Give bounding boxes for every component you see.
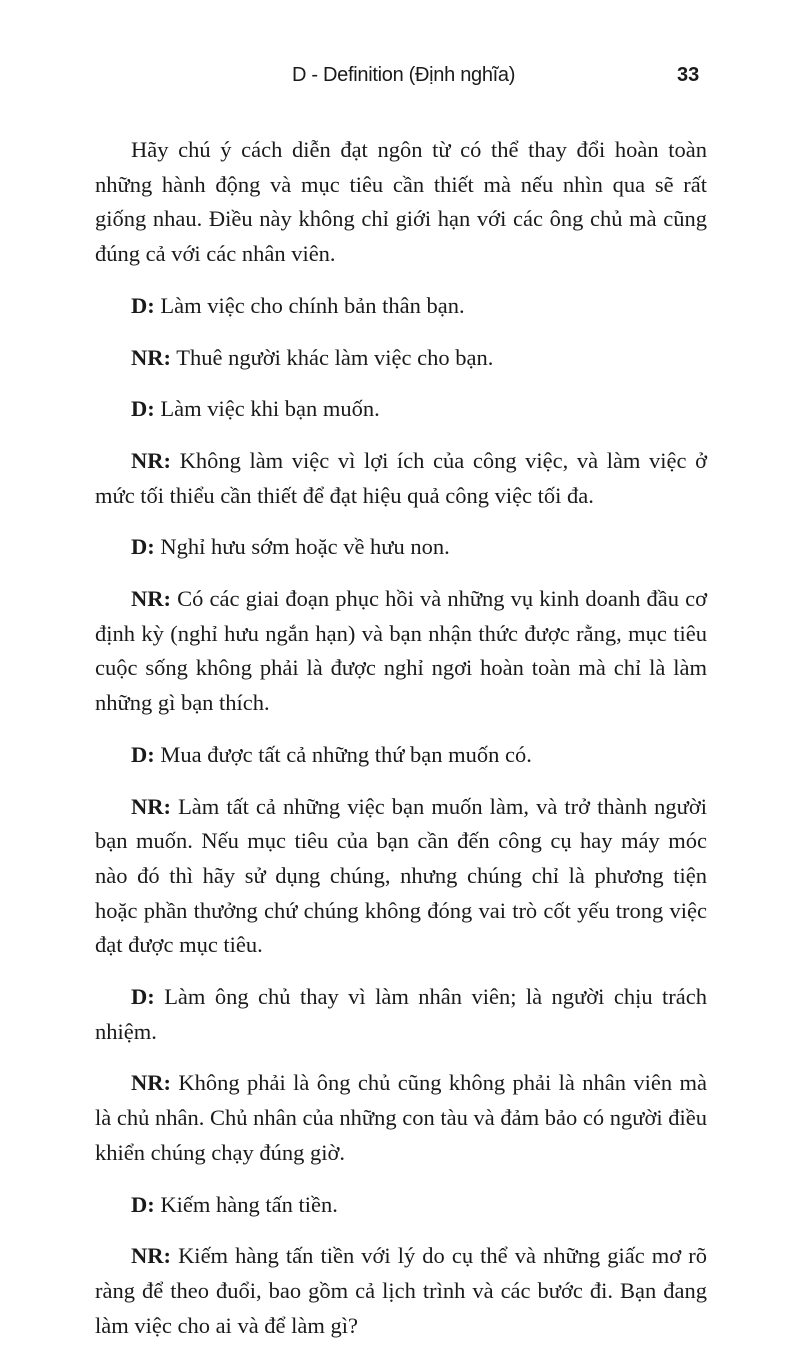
paragraph-label: D:: [131, 534, 155, 560]
definition-paragraph: [95, 392, 707, 427]
paragraph-label: NR:: [131, 447, 171, 473]
paragraph-text: Hãy chú ý cách diễn đạt ngôn từ có thể thay đổi hoàn toàn những hành động và mục tiêu cần thiết mà nếu nhìn qua sẽ rất giống nhau. Điều này không chỉ giới hạn với các ông chủ mà cũng đúng cả với các nhân viên.: [95, 137, 707, 267]
definition-paragraph: [95, 738, 707, 773]
new-rich-paragraph: [95, 341, 707, 376]
new-rich-paragraph: [95, 1066, 707, 1170]
paragraph-label: NR:: [131, 1243, 171, 1269]
paragraph-label: NR:: [131, 1070, 171, 1096]
new-rich-paragraph: [95, 444, 707, 513]
paragraph-text: Làm tất cả những việc bạn muốn làm, và trở thành người bạn muốn. Nếu mục tiêu của bạn cần đến công cụ hay máy móc nào đó thì hãy sử dụng chúng, nhưng chúng chỉ là phương tiện hoặc phần thưởng chứ chúng không đóng vai trò cốt yếu trong việc đạt được mục tiêu.: [95, 793, 707, 958]
paragraph-label: D:: [131, 1191, 155, 1217]
definition-paragraph: [95, 530, 707, 565]
paragraph-label: D:: [131, 292, 155, 318]
paragraph-label: NR:: [131, 793, 171, 819]
paragraph-text: Làm việc cho chính bản thân bạn.: [154, 292, 465, 318]
paragraph-text: Kiếm hàng tấn tiền.: [154, 1191, 338, 1217]
page-number: 33: [677, 64, 700, 86]
paragraph-text: Làm việc khi bạn muốn.: [154, 396, 380, 422]
paragraph-text: Mua được tất cả những thứ bạn muốn có.: [154, 741, 532, 767]
running-title: D - Definition (Định nghĩa): [292, 64, 516, 86]
paragraph-text: Làm ông chủ thay vì làm nhân viên; là người chịu trách nhiệm.: [95, 984, 707, 1044]
intro-paragraph: [95, 133, 707, 272]
paragraph-text: Có các giai đoạn phục hồi và những vụ kinh doanh đầu cơ định kỳ (nghỉ hưu ngắn hạn) và bạn nhận thức được rằng, mục tiêu cuộc sống không phải là được nghỉ ngơi hoàn toàn mà chỉ là làm những gì bạn thích.: [95, 586, 707, 716]
paragraph-label: D:: [131, 741, 155, 767]
page-header: [0, 64, 800, 94]
definition-paragraph: [95, 289, 707, 324]
body-text: [95, 133, 707, 1360]
paragraph-text: Không phải là ông chủ cũng không phải là nhân viên mà là chủ nhân. Chủ nhân của những con tàu và đảm bảo có người điều khiển chúng chạy đúng giờ.: [95, 1070, 707, 1165]
new-rich-paragraph: [95, 582, 707, 721]
definition-paragraph: [95, 1188, 707, 1223]
paragraph-text: Nghỉ hưu sớm hoặc về hưu non.: [154, 534, 450, 560]
paragraph-label: NR:: [131, 586, 171, 612]
paragraph-label: D:: [131, 984, 155, 1010]
new-rich-paragraph: [95, 790, 707, 964]
paragraph-label: NR:: [131, 344, 171, 370]
new-rich-paragraph: [95, 1239, 707, 1343]
paragraph-label: D:: [131, 396, 155, 422]
paragraph-text: Không làm việc vì lợi ích của công việc, và làm việc ở mức tối thiểu cần thiết để đạt hiệu quả công việc tối đa.: [95, 447, 707, 508]
definition-paragraph: [95, 980, 707, 1049]
paragraph-text: Thuê người khác làm việc cho bạn.: [171, 344, 494, 370]
paragraph-text: Kiếm hàng tấn tiền với lý do cụ thể và những giấc mơ rõ ràng để theo đuổi, bao gồm cả lịch trình và các bước đi. Bạn đang làm việc cho ai và để làm gì?: [95, 1243, 707, 1338]
